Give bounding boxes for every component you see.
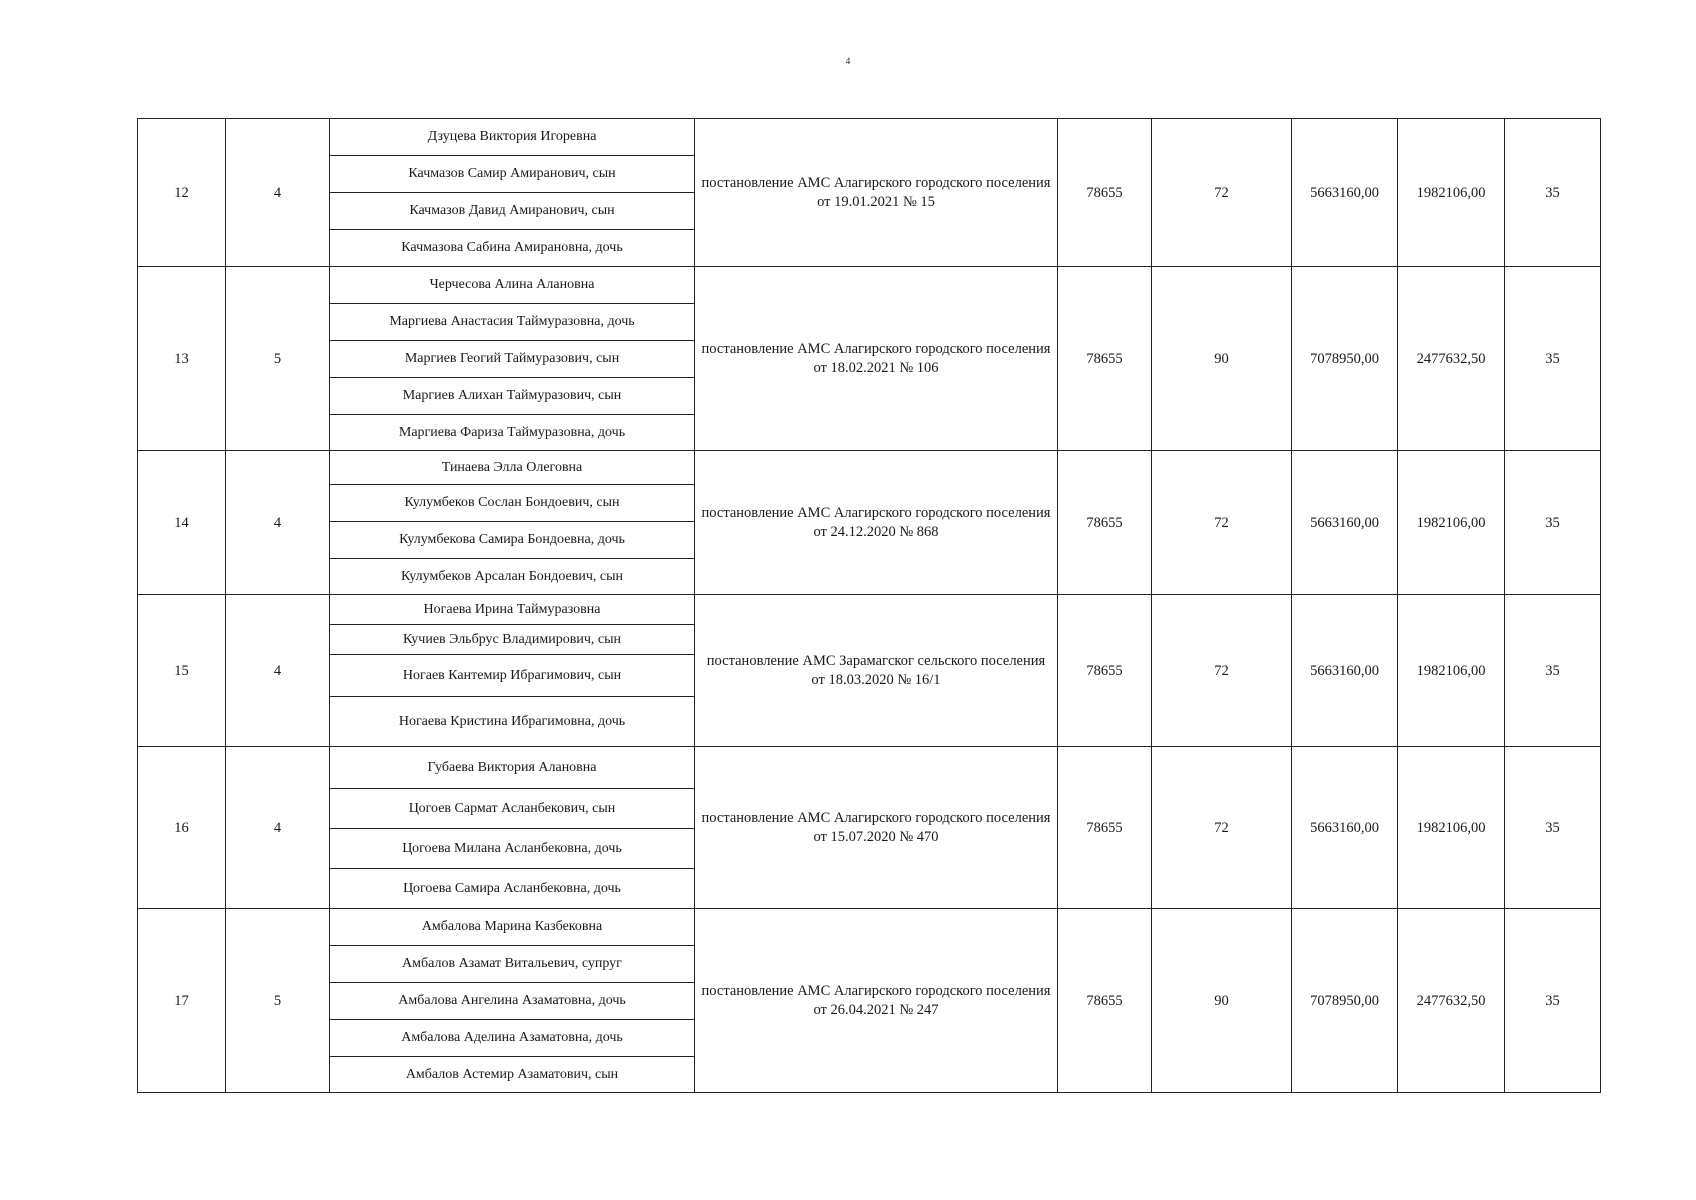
- family-member-name: Дзуцева Виктория Игоревна: [330, 119, 695, 156]
- cost-norm-cell: 78655: [1058, 595, 1152, 747]
- percent-cell: 35: [1505, 267, 1601, 451]
- row-number-cell: 15: [138, 595, 226, 747]
- decision-basis-cell: постановление АМС Алагирского городского поселения от 15.07.2020 № 470: [695, 747, 1058, 909]
- area-cell: 72: [1152, 595, 1292, 747]
- row-number-cell: 17: [138, 909, 226, 1093]
- subsidy-amount-cell: 1982106,00: [1398, 119, 1505, 267]
- decision-basis-cell: постановление АМС Алагирского городского поселения от 26.04.2021 № 247: [695, 909, 1058, 1093]
- family-size-cell: 4: [226, 595, 330, 747]
- cost-norm-cell: 78655: [1058, 747, 1152, 909]
- area-cell: 90: [1152, 267, 1292, 451]
- area-cell: 72: [1152, 451, 1292, 595]
- family-member-name: Цогоева Самира Асланбековна, дочь: [330, 869, 695, 909]
- family-member-name: Губаева Виктория Алановна: [330, 747, 695, 789]
- subsidy-amount-cell: 2477632,50: [1398, 267, 1505, 451]
- row-number-cell: 13: [138, 267, 226, 451]
- percent-cell: 35: [1505, 451, 1601, 595]
- table-body: [138, 119, 1601, 1093]
- family-member-name: Маргиева Анастасия Таймуразовна, дочь: [330, 304, 695, 341]
- family-member-name: Черчесова Алина Алановна: [330, 267, 695, 304]
- family-member-name: Кулумбеков Арсалан Бондоевич, сын: [330, 559, 695, 595]
- decision-basis-cell: постановление АМС Алагирского городского поселения от 24.12.2020 № 868: [695, 451, 1058, 595]
- family-member-name: Качмазов Самир Амиранович, сын: [330, 156, 695, 193]
- family-member-name: Кулумбекова Самира Бондоевна, дочь: [330, 522, 695, 559]
- family-member-name: Амбалов Астемир Азаматович, сын: [330, 1057, 695, 1093]
- family-member-name: Маргиева Фариза Таймуразовна, дочь: [330, 415, 695, 451]
- beneficiaries-table: [137, 118, 1601, 1093]
- family-member-name: Маргиев Алихан Таймуразович, сын: [330, 378, 695, 415]
- area-cell: 90: [1152, 909, 1292, 1093]
- family-size-cell: 5: [226, 267, 330, 451]
- family-size-cell: 4: [226, 119, 330, 267]
- family-size-cell: 4: [226, 747, 330, 909]
- total-cost-cell: 5663160,00: [1292, 595, 1398, 747]
- family-member-name: Кучиев Эльбрус Владимирович, сын: [330, 625, 695, 655]
- family-member-name: Качмазова Сабина Амирановна, дочь: [330, 230, 695, 267]
- total-cost-cell: 7078950,00: [1292, 267, 1398, 451]
- row-number-cell: 12: [138, 119, 226, 267]
- family-member-name: Тинаева Элла Олеговна: [330, 451, 695, 485]
- family-member-name: Амбалова Ангелина Азаматовна, дочь: [330, 983, 695, 1020]
- table-row: [138, 119, 1601, 156]
- cost-norm-cell: 78655: [1058, 119, 1152, 267]
- family-member-name: Кулумбеков Сослан Бондоевич, сын: [330, 485, 695, 522]
- cost-norm-cell: 78655: [1058, 267, 1152, 451]
- total-cost-cell: 5663160,00: [1292, 747, 1398, 909]
- percent-cell: 35: [1505, 909, 1601, 1093]
- row-number-cell: 16: [138, 747, 226, 909]
- total-cost-cell: 7078950,00: [1292, 909, 1398, 1093]
- family-member-name: Амбалов Азамат Витальевич, супруг: [330, 946, 695, 983]
- decision-basis-cell: постановление АМС Алагирского городского поселения от 19.01.2021 № 15: [695, 119, 1058, 267]
- family-member-name: Цогоев Сармат Асланбекович, сын: [330, 789, 695, 829]
- percent-cell: 35: [1505, 119, 1601, 267]
- family-member-name: Маргиев Геогий Таймуразович, сын: [330, 341, 695, 378]
- area-cell: 72: [1152, 119, 1292, 267]
- family-size-cell: 5: [226, 909, 330, 1093]
- family-member-name: Цогоева Милана Асланбековна, дочь: [330, 829, 695, 869]
- family-member-name: Ногаева Кристина Ибрагимовна, дочь: [330, 697, 695, 747]
- subsidy-amount-cell: 1982106,00: [1398, 451, 1505, 595]
- subsidy-amount-cell: 1982106,00: [1398, 747, 1505, 909]
- table-row: [138, 451, 1601, 485]
- row-number-cell: 14: [138, 451, 226, 595]
- page-number: 4: [845, 56, 851, 66]
- table-row: [138, 909, 1601, 946]
- total-cost-cell: 5663160,00: [1292, 451, 1398, 595]
- percent-cell: 35: [1505, 747, 1601, 909]
- family-member-name: Ногаева Ирина Таймуразовна: [330, 595, 695, 625]
- cost-norm-cell: 78655: [1058, 909, 1152, 1093]
- family-size-cell: 4: [226, 451, 330, 595]
- subsidy-amount-cell: 2477632,50: [1398, 909, 1505, 1093]
- table-row: [138, 267, 1601, 304]
- decision-basis-cell: постановление АМС Зарамагског сельского поселения от 18.03.2020 № 16/1: [695, 595, 1058, 747]
- table-row: [138, 747, 1601, 789]
- decision-basis-cell: постановление АМС Алагирского городского поселения от 18.02.2021 № 106: [695, 267, 1058, 451]
- family-member-name: Качмазов Давид Амиранович, сын: [330, 193, 695, 230]
- total-cost-cell: 5663160,00: [1292, 119, 1398, 267]
- subsidy-amount-cell: 1982106,00: [1398, 595, 1505, 747]
- family-member-name: Амбалова Марина Казбековна: [330, 909, 695, 946]
- cost-norm-cell: 78655: [1058, 451, 1152, 595]
- family-member-name: Амбалова Аделина Азаматовна, дочь: [330, 1020, 695, 1057]
- table-row: [138, 595, 1601, 625]
- percent-cell: 35: [1505, 595, 1601, 747]
- family-member-name: Ногаев Кантемир Ибрагимович, сын: [330, 655, 695, 697]
- area-cell: 72: [1152, 747, 1292, 909]
